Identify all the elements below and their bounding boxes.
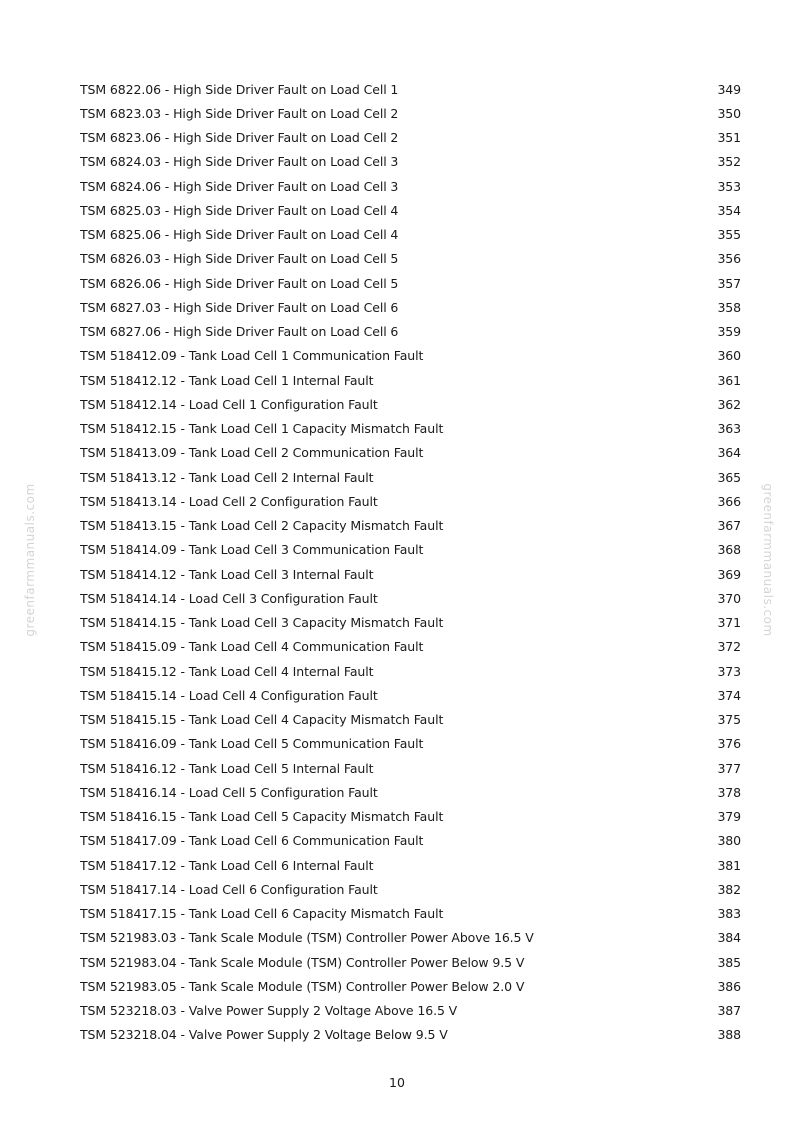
toc-entry-page-number: 377 [717,760,741,776]
toc-entry[interactable] [80,708,744,732]
toc-entry-title: TSM 521983.04 - Tank Scale Module (TSM) Controller Power Below 9.5 V [80,954,525,970]
toc-entry-page-number: 383 [717,906,741,922]
toc-entry[interactable] [80,441,744,465]
toc-entry-title: TSM 6826.06 - High Side Driver Fault on Load Cell 5 [80,275,399,291]
toc-entry-title: TSM 518416.09 - Tank Load Cell 5 Communication Fault [80,736,424,752]
toc-entry[interactable] [80,586,744,610]
toc-entry-title: TSM 6826.03 - High Side Driver Fault on Load Cell 5 [80,251,399,267]
toc-entry-title: TSM 518413.12 - Tank Load Cell 2 Internal Fault [80,469,374,485]
toc-entry-page-number: 358 [717,299,741,315]
toc-entry[interactable] [80,683,744,707]
toc-entry-page-number: 367 [717,518,741,534]
toc-entry[interactable] [80,974,744,998]
toc-entry-page-number: 379 [717,809,741,825]
toc-entry-page-number: 382 [717,881,741,897]
toc-entry-page-number: 357 [717,275,741,291]
toc-entry-title: TSM 521983.05 - Tank Scale Module (TSM) Controller Power Below 2.0 V [80,978,525,994]
toc-entry-title: TSM 518412.09 - Tank Load Cell 1 Communication Fault [80,348,424,364]
toc-entry-title: TSM 518415.15 - Tank Load Cell 4 Capacity Mismatch Fault [80,712,444,728]
toc-entry-title: TSM 6823.03 - High Side Driver Fault on Load Cell 2 [80,105,399,121]
toc-entry-title: TSM 518414.15 - Tank Load Cell 3 Capacity Mismatch Fault [80,615,444,631]
footer-page-number: 10 [389,1075,405,1090]
toc-entry-page-number: 380 [717,833,741,849]
toc-entry-page-number: 349 [717,81,741,97]
toc-entry-page-number: 353 [717,178,741,194]
toc-entry[interactable] [80,659,744,683]
toc-entry-title: TSM 518413.15 - Tank Load Cell 2 Capacity Mismatch Fault [80,518,444,534]
toc-entry-title: TSM 518417.14 - Load Cell 6 Configuration Fault [80,881,378,897]
toc-entry-title: TSM 518417.12 - Tank Load Cell 6 Internal Fault [80,857,374,873]
toc-entry-page-number: 361 [717,372,741,388]
toc-entry[interactable] [80,902,744,926]
toc-entry[interactable] [80,320,744,344]
watermark-left: greenfarmmanuals.com [23,483,37,637]
toc-entry[interactable] [80,853,744,877]
toc-entry[interactable] [80,538,744,562]
toc-entry-title: TSM 6822.06 - High Side Driver Fault on Load Cell 1 [80,81,399,97]
toc-entry-page-number: 362 [717,396,741,412]
toc-entry-title: TSM 521983.03 - Tank Scale Module (TSM) Controller Power Above 16.5 V [80,930,534,946]
toc-entry-title: TSM 523218.04 - Valve Power Supply 2 Voltage Below 9.5 V [80,1027,448,1043]
toc-entry[interactable] [80,514,744,538]
toc-entry-page-number: 371 [717,615,741,631]
toc-entry-title: TSM 518416.15 - Tank Load Cell 5 Capacity Mismatch Fault [80,809,444,825]
toc-entry-title: TSM 518412.15 - Tank Load Cell 1 Capacity Mismatch Fault [80,421,444,437]
toc-entry-page-number: 356 [717,251,741,267]
table-of-contents [80,77,744,1047]
toc-entry-page-number: 350 [717,105,741,121]
toc-entry-title: TSM 518415.12 - Tank Load Cell 4 Internal Fault [80,663,374,679]
toc-entry-page-number: 372 [717,639,741,655]
toc-entry[interactable] [80,174,744,198]
toc-entry[interactable] [80,271,744,295]
toc-entry[interactable] [80,489,744,513]
toc-entry-page-number: 387 [717,1003,741,1019]
toc-entry-title: TSM 6827.03 - High Side Driver Fault on Load Cell 6 [80,299,399,315]
toc-entry-page-number: 374 [717,687,741,703]
toc-entry-page-number: 388 [717,1027,741,1043]
toc-entry[interactable] [80,77,744,101]
toc-entry-page-number: 370 [717,590,741,606]
toc-entry-title: TSM 6825.06 - High Side Driver Fault on Load Cell 4 [80,227,399,243]
toc-entry[interactable] [80,950,744,974]
toc-entry[interactable] [80,392,744,416]
toc-entry-title: TSM 518417.15 - Tank Load Cell 6 Capacity Mismatch Fault [80,906,444,922]
toc-entry[interactable] [80,101,744,125]
toc-entry-page-number: 354 [717,202,741,218]
toc-entry-page-number: 381 [717,857,741,873]
toc-entry-page-number: 368 [717,542,741,558]
toc-entry[interactable] [80,780,744,804]
toc-entry-page-number: 375 [717,712,741,728]
toc-entry-title: TSM 518417.09 - Tank Load Cell 6 Communication Fault [80,833,424,849]
toc-entry[interactable] [80,635,744,659]
toc-entry[interactable] [80,611,744,635]
toc-entry-title: TSM 6824.06 - High Side Driver Fault on Load Cell 3 [80,178,399,194]
toc-entry-page-number: 364 [717,445,741,461]
toc-entry[interactable] [80,417,744,441]
toc-entry-title: TSM 6827.06 - High Side Driver Fault on Load Cell 6 [80,324,399,340]
toc-entry[interactable] [80,344,744,368]
toc-entry[interactable] [80,295,744,319]
toc-entry-title: TSM 518412.12 - Tank Load Cell 1 Internal Fault [80,372,374,388]
toc-entry-page-number: 384 [717,930,741,946]
toc-entry[interactable] [80,756,744,780]
toc-entry-page-number: 360 [717,348,741,364]
toc-entry-page-number: 369 [717,566,741,582]
toc-entry[interactable] [80,198,744,222]
toc-entry-title: TSM 6825.03 - High Side Driver Fault on Load Cell 4 [80,202,399,218]
toc-entry-title: TSM 518414.12 - Tank Load Cell 3 Internal Fault [80,566,374,582]
toc-entry-page-number: 363 [717,421,741,437]
toc-entry-page-number: 352 [717,154,741,170]
toc-entry-title: TSM 518414.09 - Tank Load Cell 3 Communication Fault [80,542,424,558]
toc-entry[interactable] [80,999,744,1023]
toc-entry[interactable] [80,877,744,901]
toc-entry[interactable] [80,126,744,150]
toc-entry-title: TSM 6824.03 - High Side Driver Fault on Load Cell 3 [80,154,399,170]
toc-entry-page-number: 351 [717,130,741,146]
toc-entry-title: TSM 518415.09 - Tank Load Cell 4 Communication Fault [80,639,424,655]
toc-entry-page-number: 373 [717,663,741,679]
toc-entry[interactable] [80,732,744,756]
toc-entry-page-number: 378 [717,784,741,800]
toc-entry-title: TSM 523218.03 - Valve Power Supply 2 Voltage Above 16.5 V [80,1003,458,1019]
toc-entry[interactable] [80,805,744,829]
toc-entry[interactable] [80,562,744,586]
toc-entry-title: TSM 518414.14 - Load Cell 3 Configuration Fault [80,590,378,606]
toc-entry-page-number: 365 [717,469,741,485]
toc-entry[interactable] [80,368,744,392]
toc-entry-title: TSM 518416.14 - Load Cell 5 Configuration Fault [80,784,378,800]
toc-entry[interactable] [80,150,744,174]
toc-entry-title: TSM 518412.14 - Load Cell 1 Configuration Fault [80,396,378,412]
toc-entry[interactable] [80,465,744,489]
toc-entry-page-number: 386 [717,978,741,994]
toc-entry-title: TSM 6823.06 - High Side Driver Fault on Load Cell 2 [80,130,399,146]
toc-entry[interactable] [80,1023,744,1047]
toc-entry-title: TSM 518416.12 - Tank Load Cell 5 Internal Fault [80,760,374,776]
toc-entry-title: TSM 518413.09 - Tank Load Cell 2 Communication Fault [80,445,424,461]
toc-entry-page-number: 359 [717,324,741,340]
toc-entry[interactable] [80,247,744,271]
toc-entry-title: TSM 518415.14 - Load Cell 4 Configuration Fault [80,687,378,703]
toc-entry-page-number: 355 [717,227,741,243]
toc-entry-page-number: 376 [717,736,741,752]
toc-entry-page-number: 385 [717,954,741,970]
toc-entry[interactable] [80,829,744,853]
toc-entry-page-number: 366 [717,493,741,509]
toc-entry[interactable] [80,223,744,247]
toc-entry-title: TSM 518413.14 - Load Cell 2 Configuration Fault [80,493,378,509]
toc-entry[interactable] [80,926,744,950]
watermark-right: greenfarmmanuals.com [761,483,775,637]
